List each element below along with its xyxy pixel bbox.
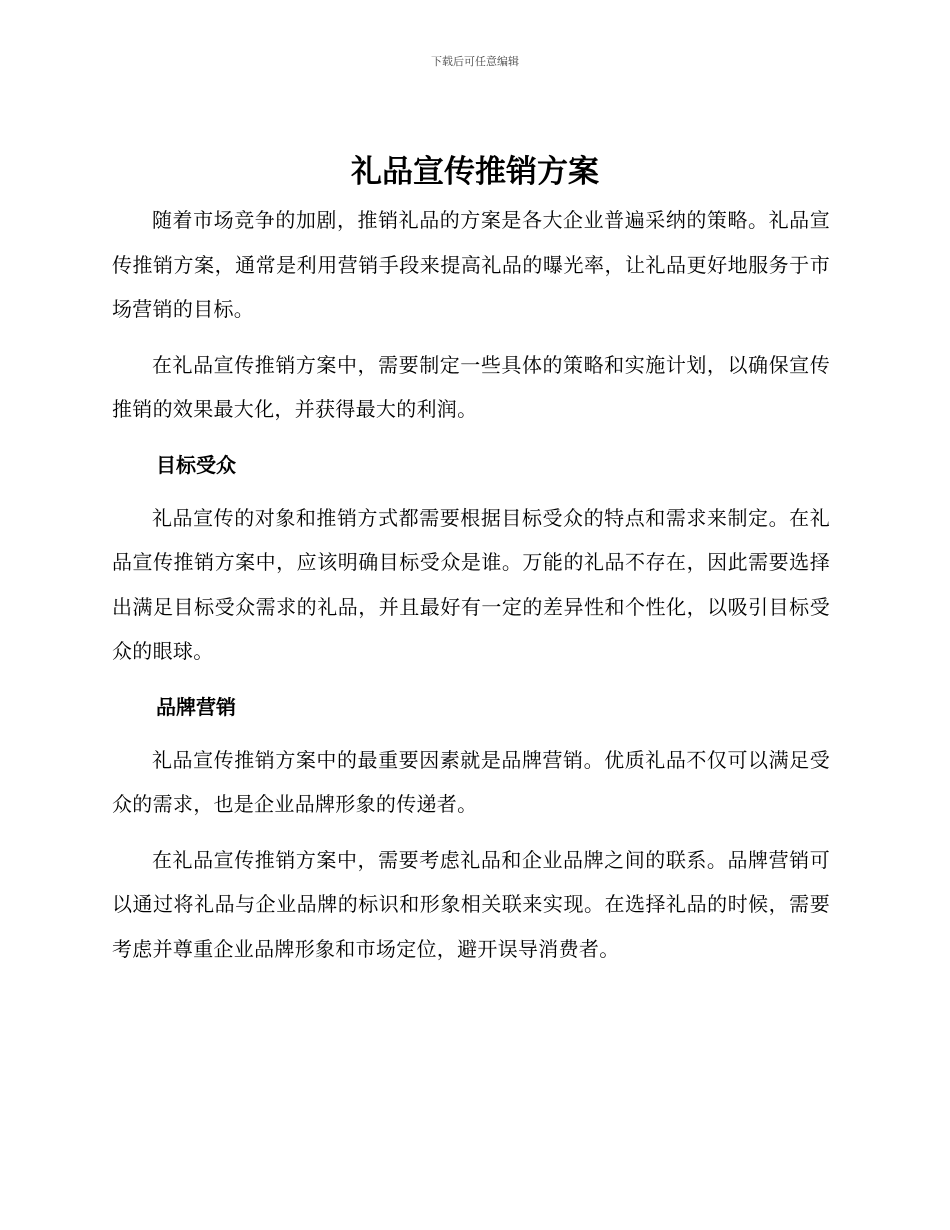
paragraph-brand-2: 在礼品宣传推销方案中，需要考虑礼品和企业品牌之间的联系。品牌营销可以通过将礼品与企业品牌的标识和形象相关联来实现。在选择礼品的时候，需要考虑并尊重企业品牌形象和市场定位，避开误导消费者。 xyxy=(112,847,830,961)
paragraph-intro-2: 在礼品宣传推销方案中，需要制定一些具体的策略和实施计划，以确保宣传推销的效果最大化，并获得最大的利润。 xyxy=(112,352,830,421)
document-title: 礼品宣传推销方案 xyxy=(351,154,599,190)
header-note: 下载后可任意编辑 xyxy=(431,55,519,68)
document-body xyxy=(112,198,830,982)
paragraph-intro-1: 随着市场竞争的加剧，推销礼品的方案是各大企业普遍采纳的策略。礼品宣传推销方案，通常是利用营销手段来提高礼品的曝光率，让礼品更好地服务于市场营销的目标。 xyxy=(112,208,830,321)
section-heading-brand: 品牌营销 xyxy=(156,694,236,719)
section-heading-audience: 目标受众 xyxy=(156,452,236,477)
paragraph-brand-1: 礼品宣传推销方案中的最重要因素就是品牌营销。优质礼品不仅可以满足受众的需求，也是企业品牌形象的传递者。 xyxy=(112,747,830,816)
paragraph-audience: 礼品宣传的对象和推销方式都需要根据目标受众的特点和需求来制定。在礼品宣传推销方案中，应该明确目标受众是谁。万能的礼品不存在，因此需要选择出满足目标受众需求的礼品，并且最好有一定的差异性和个性化，以吸引目标受众的眼球。 xyxy=(112,505,830,663)
